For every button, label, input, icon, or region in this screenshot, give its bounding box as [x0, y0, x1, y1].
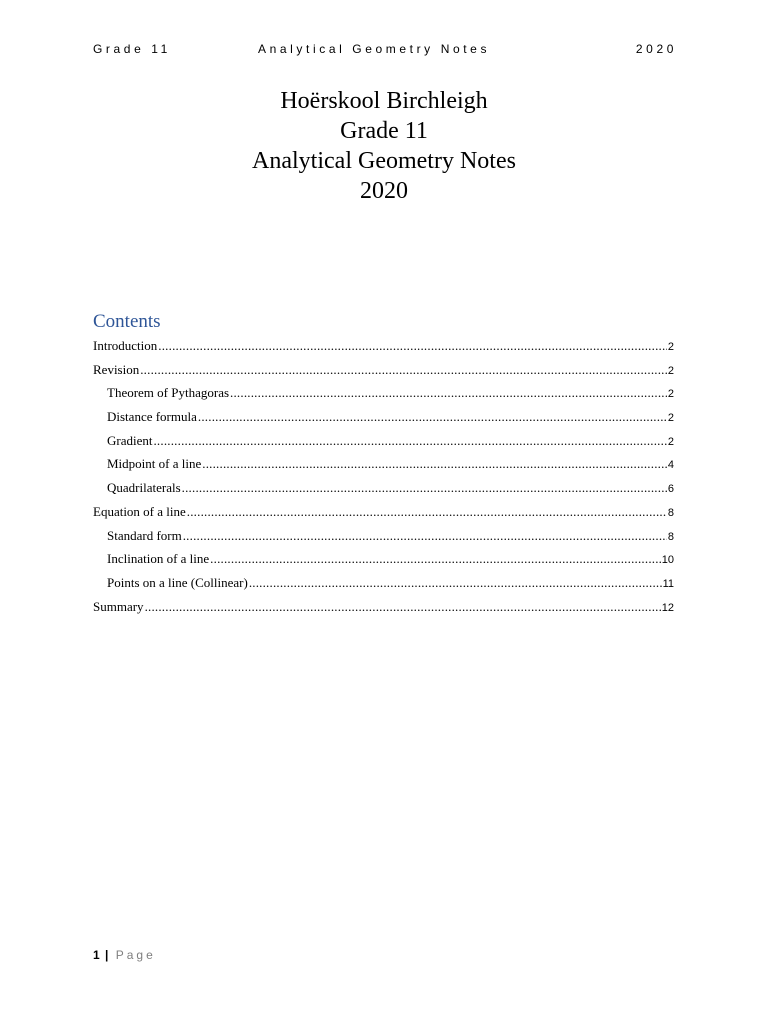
toc-entry-label[interactable]: Introduction	[93, 338, 158, 353]
toc-entry-page[interactable]: 10	[661, 554, 674, 567]
toc-entry-page[interactable]: 4	[667, 459, 674, 472]
toc-entry-page[interactable]: 8	[667, 530, 674, 543]
toc-entry[interactable]	[93, 597, 674, 621]
toc-entry-page[interactable]: 2	[667, 388, 674, 401]
toc-entry-label[interactable]: Inclination of a line	[107, 551, 210, 567]
toc-entry-page[interactable]: 6	[667, 483, 674, 496]
toc-dot-leader	[158, 336, 667, 356]
toc-entry-label[interactable]: Midpoint of a line	[107, 456, 202, 472]
toc-entry-label[interactable]: Standard form	[107, 527, 182, 543]
toc-entry-page[interactable]: 8	[667, 506, 674, 519]
toc-dot-leader	[249, 573, 662, 593]
header-year: 2020	[635, 42, 677, 56]
toc-entry[interactable]	[93, 549, 674, 573]
footer-separator: |	[105, 948, 109, 962]
toc-entry[interactable]	[93, 360, 674, 384]
header-title: Analytical Geometry Notes	[258, 42, 491, 56]
toc-entry-page[interactable]: 2	[667, 435, 674, 448]
toc-entry-label[interactable]: Theorem of Pythagoras	[107, 385, 230, 401]
toc-entry-page[interactable]: 2	[667, 341, 674, 353]
table-of-contents	[93, 336, 674, 620]
title-year: 2020	[360, 178, 408, 204]
toc-dot-leader	[230, 383, 667, 403]
footer-page-number: 1	[93, 948, 100, 962]
toc-entry-page[interactable]: 2	[667, 364, 674, 377]
page-header	[93, 42, 677, 60]
toc-entry[interactable]	[93, 407, 674, 431]
toc-entry[interactable]	[93, 526, 674, 550]
toc-dot-leader	[153, 431, 666, 451]
title-school: Hoërskool Birchleigh	[280, 88, 488, 114]
toc-entry-label[interactable]: Quadrilaterals	[107, 480, 181, 496]
toc-entry[interactable]	[93, 573, 674, 597]
toc-entry[interactable]	[93, 336, 674, 360]
toc-entry[interactable]	[93, 454, 674, 478]
toc-dot-leader	[182, 478, 667, 498]
toc-entry[interactable]	[93, 431, 674, 455]
contents-heading: Contents	[93, 311, 161, 332]
toc-entry-page[interactable]: 11	[662, 577, 674, 590]
toc-dot-leader	[202, 454, 667, 474]
toc-dot-leader	[187, 502, 667, 522]
toc-dot-leader	[145, 597, 661, 617]
toc-entry[interactable]	[93, 478, 674, 502]
toc-entry-label[interactable]: Gradient	[107, 432, 153, 448]
title-grade: Grade 11	[340, 118, 428, 144]
title-subject: Analytical Geometry Notes	[252, 148, 516, 174]
toc-dot-leader	[198, 407, 667, 427]
toc-entry[interactable]	[93, 502, 674, 526]
toc-entry-page[interactable]: 12	[661, 601, 674, 614]
toc-entry-label[interactable]: Distance formula	[107, 409, 197, 425]
page-footer	[93, 948, 156, 962]
toc-dot-leader	[210, 549, 661, 569]
toc-entry-label[interactable]: Summary	[93, 598, 144, 614]
document-title	[0, 86, 768, 206]
toc-entry-label[interactable]: Revision	[93, 361, 140, 377]
toc-dot-leader	[140, 360, 667, 380]
toc-entry-page[interactable]: 2	[667, 412, 674, 425]
toc-entry-label[interactable]: Points on a line (Collinear)	[107, 574, 248, 590]
header-grade: Grade 11	[93, 42, 171, 56]
toc-entry-label[interactable]: Equation of a line	[93, 503, 186, 519]
footer-page-label: Page	[115, 948, 156, 962]
toc-dot-leader	[183, 526, 667, 546]
toc-entry[interactable]	[93, 383, 674, 407]
